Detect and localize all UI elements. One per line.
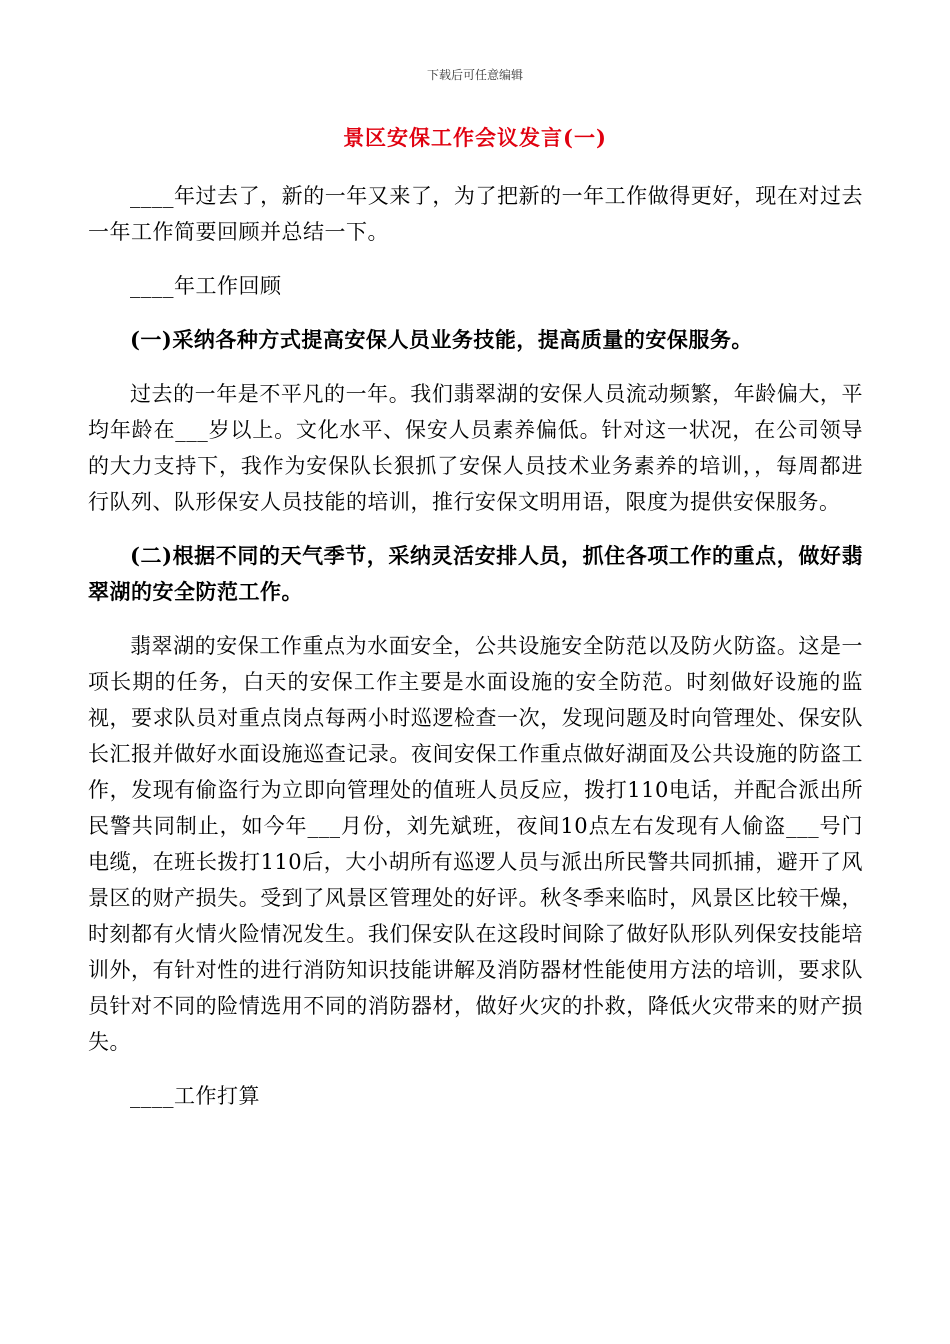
subheading-two: (二)根据不同的天气季节，采纳灵活安排人员，抓住各项工作的重点，做好翡翠湖的安全防范工作。 [88, 543, 863, 604]
paragraph-one: 过去的一年是不平凡的一年。我们翡翠湖的安保人员流动频繁，年龄偏大，平均年龄在___岁以上。文化水平、保安人员素养偏低。针对这一状况，在公司领导的大力支持下，我作为安保队长狠抓了安保人员技术业务素养的培训，，每周都进行队列、队形保安人员技能的培训，推行安保文明用语，限度为提供安保服务。 [88, 382, 863, 514]
document-body [88, 178, 863, 1114]
intro-paragraph: ____年过去了，新的一年又来了，为了把新的一年工作做得更好，现在对过去一年工作简要回顾并总结一下。 [88, 184, 863, 244]
header-note: 下载后可任意编辑 [426, 68, 523, 82]
document-title: 景区安保工作会议发言(一) [343, 125, 607, 150]
subheading-one: (一)采纳各种方式提高安保人员业务技能，提高质量的安保服务。 [130, 327, 753, 352]
paragraph-two: 翡翠湖的安保工作重点为水面安全，公共设施安全防范以及防火防盗。这是一项长期的任务，白天的安保工作主要是水面设施的安全防范。时刻做好设施的监视，要求队员对重点岗点每两小时巡逻检查一次，发现问题及时向管理处、保安队长汇报并做好水面设施巡查记录。夜间安保工作重点做好湖面及公共设施的防盗工作，发现有偷盗行为立即向管理处的值班人员反应，拨打110电话，并配合派出所民警共同制止，如今年___月份，刘先斌班，夜间10点左右发现有人偷盗___号门电缆，在班长拨打110后，大小胡所有巡逻人员与派出所民警共同抓捕，避开了风景区的财产损失。受到了风景区管理处的好评。秋冬季来临时，风景区比较干燥，时刻都有火情火险情况发生。我们保安队在这段时间除了做好队形队列保安技能培训外，有针对性的进行消防知识技能讲解及消防器材性能使用方法的培训，要求队员针对不同的险情选用不同的消防器材，做好火灾的扑救，降低火灾带来的财产损失。 [88, 634, 863, 1054]
section-heading-review: ____年工作回顾 [130, 274, 282, 298]
section-heading-plan: ____工作打算 [130, 1084, 260, 1108]
